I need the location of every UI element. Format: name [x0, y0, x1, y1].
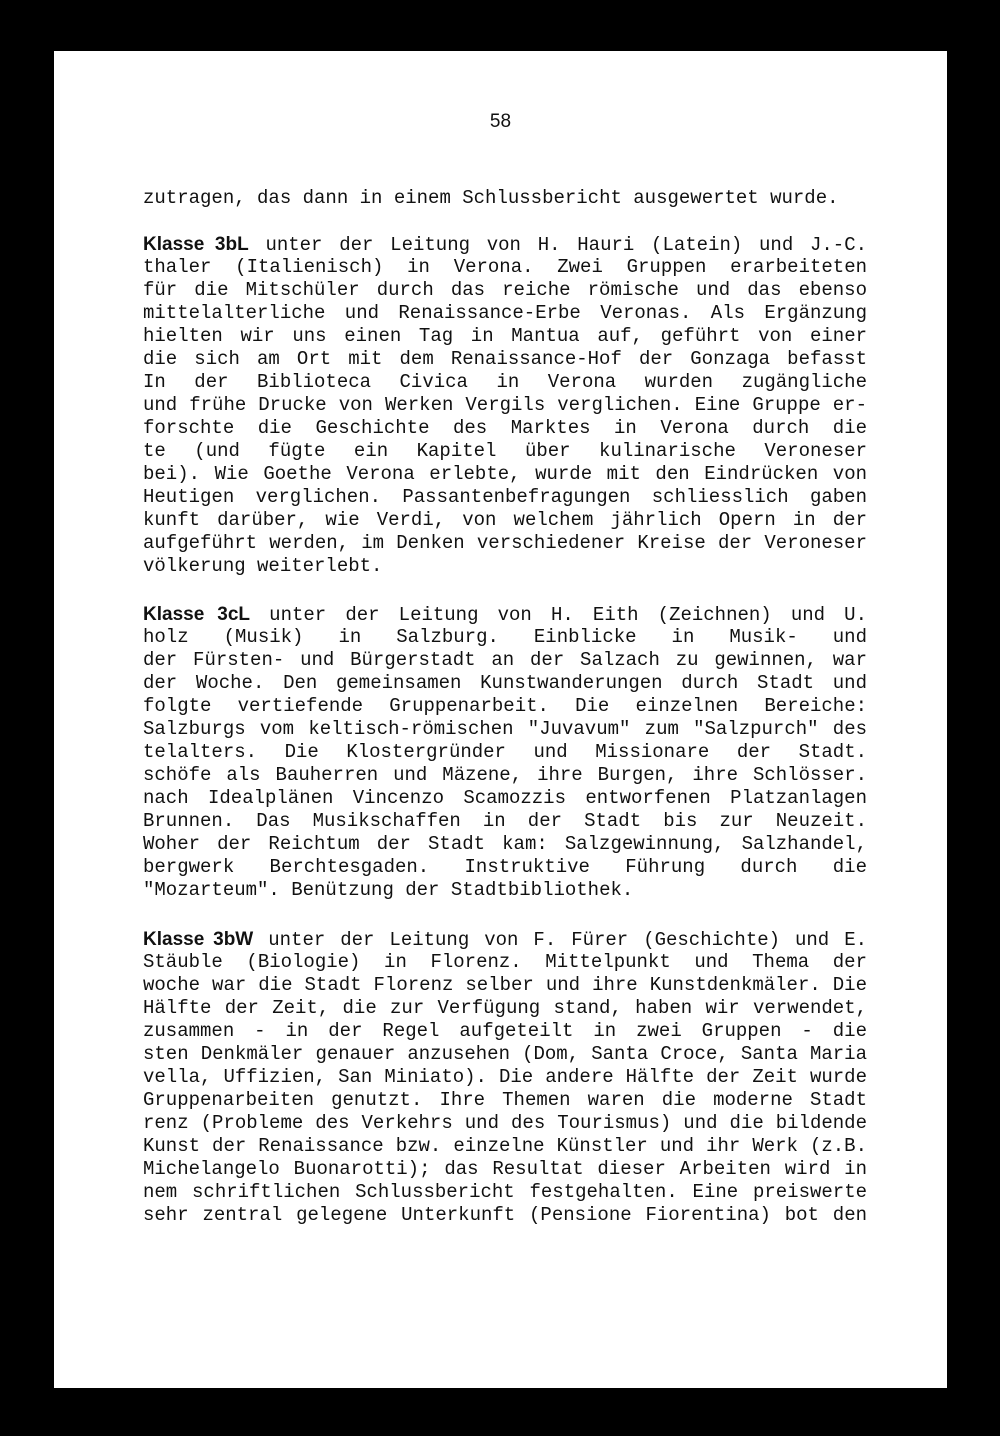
text-line: Salzburgs vom keltisch-römischen "Juvavum" zum "Salzpurch" des [143, 718, 867, 740]
class-heading: Klasse 3bW [143, 929, 254, 950]
text-line: zusammen - in der Regel aufgeteilt in zwei Gruppen - die [143, 1020, 867, 1042]
text-segment: unter der Leitung von H. Hauri (Latein) und J.-C. [265, 234, 867, 256]
class-heading: Klasse 3cL [143, 604, 251, 625]
text-line: mittelalterliche und Renaissance-Erbe Veronas. Als Ergänzung [143, 302, 867, 324]
text-line: nach Idealplänen Vincenzo Scamozzis entworfenen Platzanlagen [143, 787, 867, 809]
text-segment: unter der Leitung von F. Fürer (Geschichte) und E. [253, 929, 867, 951]
text-line: thaler (Italienisch) in Verona. Zwei Gruppen erarbeiteten [143, 256, 867, 278]
text-line: telalters. Die Klostergründer und Missionare der Stadt. [143, 741, 867, 763]
text-line: für die Mitschüler durch das reiche römische und das ebenso [143, 279, 867, 301]
text-line: der Fürsten- und Bürgerstadt an der Salzach zu gewinnen, war [143, 649, 867, 671]
document-page [54, 51, 947, 1388]
text-line: bergwerk Berchtesgaden. Instruktive Führung durch die [143, 856, 867, 878]
paragraph-first-line [143, 233, 867, 256]
class-heading: Klasse 3bL [143, 234, 249, 255]
text-line: schöfe als Bauherren und Mäzene, ihre Burgen, ihre Schlösser. [143, 764, 867, 786]
text-line: aufgeführt werden, im Denken verschiedener Kreise der Veroneser [143, 532, 867, 554]
text-line: sehr zentral gelegene Unterkunft (Pensione Fiorentina) bot den [143, 1204, 867, 1226]
page-number: 58 [489, 111, 512, 132]
text-line: bei). Wie Goethe Verona erlebte, wurde mit den Eindrücken von [143, 463, 867, 485]
text-line: zutragen, das dann in einem Schlussbericht ausgewertet wurde. [143, 187, 839, 209]
text-line: vella, Uffizien, San Miniato). Die andere Hälfte der Zeit wurde [143, 1066, 867, 1088]
text-line: holz (Musik) in Salzburg. Einblicke in Musik- und [143, 626, 867, 648]
paragraph-first-line [143, 928, 867, 951]
paragraph-klasse-3cl [143, 603, 867, 902]
paragraph-first-line [143, 603, 867, 626]
text-line: Kunst der Renaissance bzw. einzelne Künstler und ihr Werk (z.B. [143, 1135, 867, 1157]
text-line: Stäuble (Biologie) in Florenz. Mittelpunkt und Thema der [143, 951, 867, 973]
text-line: und frühe Drucke von Werken Vergils verglichen. Eine Gruppe er- [143, 394, 867, 416]
text-line: Heutigen verglichen. Passantenbefragungen schliesslich gaben [143, 486, 867, 508]
text-line: kunft darüber, wie Verdi, von welchem jährlich Opern in der [143, 509, 867, 531]
text-line: nem schriftlichen Schlussbericht festgehalten. Eine preiswerte [143, 1181, 867, 1203]
text-line: Hälfte der Zeit, die zur Verfügung stand, haben wir verwendet, [143, 997, 867, 1019]
text-line: folgte vertiefende Gruppenarbeit. Die einzelnen Bereiche: [143, 695, 867, 717]
text-line: Gruppenarbeiten genutzt. Ihre Themen waren die moderne Stadt [143, 1089, 867, 1111]
text-line: Woher der Reichtum der Stadt kam: Salzgewinnung, Salzhandel, [143, 833, 867, 855]
text-line: hielten wir uns einen Tag in Mantua auf, geführt von einer [143, 325, 867, 347]
paragraph-last-line: "Mozarteum". Benützung der Stadtbibliothek. [143, 879, 634, 901]
paragraph-klasse-3bw [143, 928, 867, 1227]
text-line: In der Biblioteca Civica in Verona wurden zugängliche [143, 371, 867, 393]
text-line: Michelangelo Buonarotti); das Resultat dieser Arbeiten wird in [143, 1158, 867, 1180]
text-line: sten Denkmäler genauer anzusehen (Dom, Santa Croce, Santa Maria [143, 1043, 867, 1065]
text-line: die sich am Ort mit dem Renaissance-Hof der Gonzaga befasst [143, 348, 867, 370]
paragraph-last-line: völkerung weiterlebt. [143, 555, 383, 577]
text-line: te (und fügte ein Kapitel über kulinarische Veroneser [143, 440, 867, 462]
text-line: renz (Probleme des Verkehrs und des Tourismus) und die bildende [143, 1112, 867, 1134]
paragraph-klasse-3bl [143, 233, 867, 578]
text-segment: unter der Leitung von H. Eith (Zeichnen) und U. [269, 604, 867, 626]
text-line: der Woche. Den gemeinsamen Kunstwanderungen durch Stadt und [143, 672, 867, 694]
intro-paragraph [143, 187, 867, 210]
text-line: forschte die Geschichte des Marktes in Verona durch die [143, 417, 867, 439]
text-line: Brunnen. Das Musikschaffen in der Stadt bis zur Neuzeit. [143, 810, 867, 832]
text-line: woche war die Stadt Florenz selber und ihre Kunstdenkmäler. Die [143, 974, 867, 996]
